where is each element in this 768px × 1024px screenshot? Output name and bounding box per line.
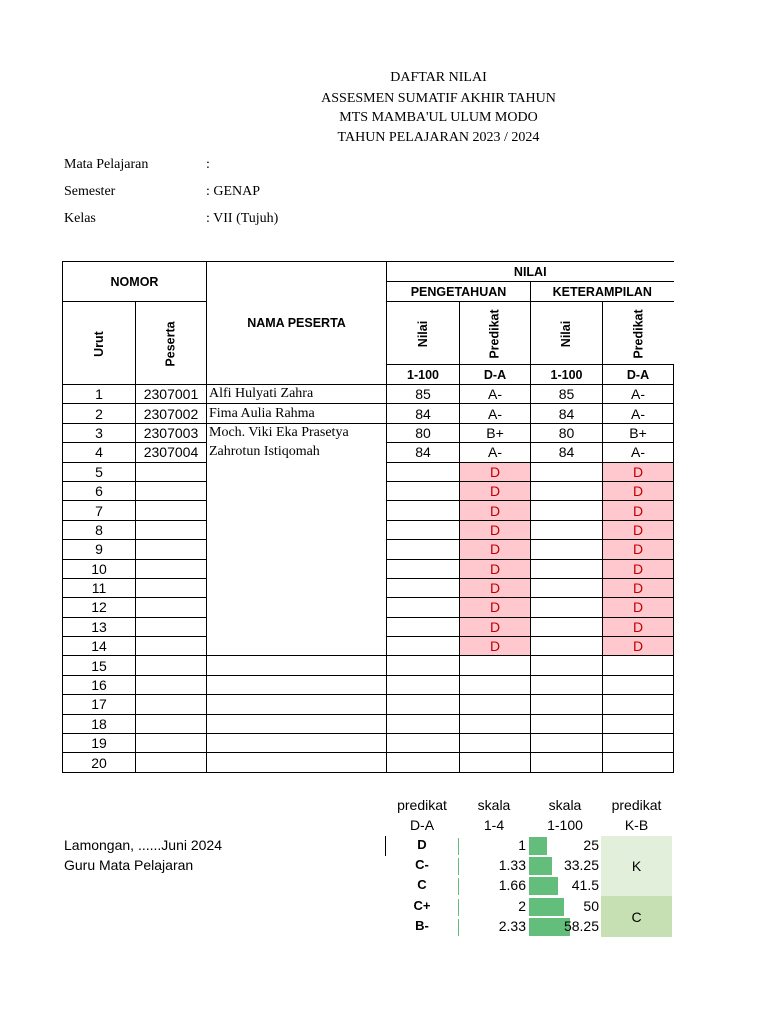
cell-nilai-keterampilan xyxy=(531,637,603,656)
cell-nilai-pengetahuan xyxy=(387,481,460,500)
legend-scale-tick xyxy=(458,878,459,895)
cell-urut: 5 xyxy=(63,462,136,481)
semester-value: : GENAP xyxy=(206,184,261,199)
cell-predikat-pengetahuan: D xyxy=(460,540,531,559)
cell-nama xyxy=(207,598,387,617)
legend-scale-tick xyxy=(458,838,459,855)
cell-predikat-keterampilan: A- xyxy=(603,404,674,423)
cell-predikat-keterampilan xyxy=(603,695,674,714)
cell-predikat-keterampilan: D xyxy=(603,598,674,617)
legend-header-predikat-kb-sub: K-B xyxy=(624,817,649,833)
cell-nilai-keterampilan xyxy=(531,598,603,617)
cell-predikat-keterampilan xyxy=(603,714,674,733)
cell-predikat-pengetahuan xyxy=(460,734,531,753)
cell-peserta xyxy=(136,695,207,714)
cell-urut: 8 xyxy=(63,520,136,539)
cell-nilai-pengetahuan xyxy=(387,734,460,753)
cell-urut: 19 xyxy=(63,734,136,753)
table-row xyxy=(63,714,674,733)
legend-header-skala100-sub: 1-100 xyxy=(547,817,583,833)
cell-nilai-keterampilan xyxy=(531,656,603,675)
cell-nilai-keterampilan xyxy=(531,695,603,714)
cell-nilai-keterampilan: 80 xyxy=(531,423,603,442)
legend-skala4: 1 xyxy=(518,837,526,853)
table-row xyxy=(63,637,674,656)
title-line-3: MTS MAMBA'UL ULUM MODO xyxy=(339,110,538,125)
signature-place-date: Lamongan, ......Juni 2024 xyxy=(64,837,222,853)
cell-nilai-keterampilan xyxy=(531,462,603,481)
cell-nilai-pengetahuan xyxy=(387,753,460,772)
range-nilai-pengetahuan: 1-100 xyxy=(387,365,460,385)
cell-peserta xyxy=(136,578,207,597)
cell-predikat-keterampilan: D xyxy=(603,481,674,500)
cell-nilai-keterampilan xyxy=(531,617,603,636)
cell-nilai-keterampilan xyxy=(531,481,603,500)
cell-predikat-pengetahuan xyxy=(460,656,531,675)
cell-nilai-keterampilan xyxy=(531,675,603,694)
cell-nilai-keterampilan xyxy=(531,734,603,753)
cell-nama xyxy=(207,617,387,636)
table-row xyxy=(63,656,674,675)
legend-skala4: 2.33 xyxy=(498,918,526,934)
range-predikat-pengetahuan: D-A xyxy=(460,365,531,385)
cell-nama xyxy=(207,520,387,539)
cell-nama: Zahrotun Istiqomah xyxy=(207,443,387,462)
cell-nilai-keterampilan xyxy=(531,559,603,578)
cell-urut: 1 xyxy=(63,385,136,404)
cell-nilai-keterampilan xyxy=(531,753,603,772)
cell-predikat-pengetahuan: D xyxy=(460,578,531,597)
table-row xyxy=(63,423,674,442)
cell-predikat-keterampilan: A- xyxy=(603,385,674,404)
cell-nilai-keterampilan: 85 xyxy=(531,385,603,404)
cell-predikat-pengetahuan xyxy=(460,753,531,772)
cell-nama xyxy=(207,559,387,578)
cell-peserta xyxy=(136,617,207,636)
table-row xyxy=(63,501,674,520)
cell-urut: 20 xyxy=(63,753,136,772)
legend-header-predikat-kb: predikat xyxy=(611,797,662,813)
legend-skala100: 41.5 xyxy=(571,877,599,893)
cell-predikat-pengetahuan: A- xyxy=(460,443,531,462)
cell-urut: 18 xyxy=(63,714,136,733)
kelas-value: : VII (Tujuh) xyxy=(206,211,279,226)
legend-header-predikat: predikat xyxy=(397,797,447,813)
header-pengetahuan: PENGETAHUAN xyxy=(387,282,531,302)
cell-predikat-pengetahuan: A- xyxy=(460,404,531,423)
cell-nilai-keterampilan xyxy=(531,501,603,520)
cell-nama xyxy=(207,695,387,714)
legend-header-skala100: skala xyxy=(548,797,582,813)
table-row xyxy=(63,617,674,636)
cell-nama xyxy=(207,675,387,694)
cell-peserta xyxy=(136,501,207,520)
legend-scale-tick xyxy=(458,858,459,875)
cell-urut: 17 xyxy=(63,695,136,714)
cell-nama xyxy=(207,714,387,733)
legend-skala100: 33.25 xyxy=(563,857,599,873)
cell-nilai-pengetahuan xyxy=(387,462,460,481)
cell-nilai-keterampilan: 84 xyxy=(531,443,603,462)
cell-peserta xyxy=(136,559,207,578)
cell-peserta xyxy=(136,714,207,733)
cell-nilai-keterampilan xyxy=(531,540,603,559)
header-keterampilan: KETERAMPILAN xyxy=(531,282,674,302)
header-predikat-pengetahuan: Predikat xyxy=(460,302,531,365)
grade-table xyxy=(62,261,674,773)
semester-label: Semester xyxy=(64,184,116,199)
cell-nilai-pengetahuan xyxy=(387,540,460,559)
cell-predikat-pengetahuan xyxy=(460,714,531,733)
signature-role: Guru Mata Pelajaran xyxy=(64,857,194,873)
legend-kb-c: C xyxy=(601,896,672,937)
header-nilai: NILAI xyxy=(387,262,674,282)
cell-peserta: 2307004 xyxy=(136,443,207,462)
cell-urut: 15 xyxy=(63,656,136,675)
cell-predikat-keterampilan xyxy=(603,753,674,772)
cell-urut: 3 xyxy=(63,423,136,442)
cell-predikat-pengetahuan: D xyxy=(460,501,531,520)
cell-nilai-pengetahuan: 85 xyxy=(387,385,460,404)
cell-nilai-keterampilan xyxy=(531,578,603,597)
table-row xyxy=(63,443,674,462)
cell-urut: 11 xyxy=(63,578,136,597)
cell-nilai-pengetahuan xyxy=(387,559,460,578)
cell-nilai-pengetahuan xyxy=(387,598,460,617)
cell-nilai-keterampilan: 84 xyxy=(531,404,603,423)
cell-nama xyxy=(207,540,387,559)
cell-nilai-keterampilan xyxy=(531,714,603,733)
table-row xyxy=(63,734,674,753)
cell-peserta xyxy=(136,520,207,539)
legend-header-predikat-sub: D-A xyxy=(409,817,435,833)
cell-nilai-pengetahuan xyxy=(387,675,460,694)
cell-urut: 16 xyxy=(63,675,136,694)
cell-nilai-pengetahuan xyxy=(387,578,460,597)
cell-nilai-pengetahuan xyxy=(387,695,460,714)
cell-peserta: 2307003 xyxy=(136,423,207,442)
header-nomor: NOMOR xyxy=(63,262,207,302)
cell-nama xyxy=(207,578,387,597)
cell-nama xyxy=(207,481,387,500)
table-row xyxy=(63,462,674,481)
title-line-4: TAHUN PELAJARAN 2023 / 2024 xyxy=(337,130,540,145)
cell-predikat-keterampilan: D xyxy=(603,540,674,559)
cell-predikat-keterampilan: D xyxy=(603,559,674,578)
legend-predikat: B- xyxy=(415,918,429,933)
cell-peserta: 2307002 xyxy=(136,404,207,423)
cell-peserta xyxy=(136,598,207,617)
header-urut: Urut xyxy=(63,302,136,385)
cell-predikat-pengetahuan: D xyxy=(460,520,531,539)
table-row xyxy=(63,481,674,500)
cell-urut: 12 xyxy=(63,598,136,617)
cell-predikat-pengetahuan: B+ xyxy=(460,423,531,442)
cell-predikat-keterampilan: D xyxy=(603,520,674,539)
cell-predikat-keterampilan: B+ xyxy=(603,423,674,442)
cell-nilai-pengetahuan xyxy=(387,656,460,675)
cell-urut: 7 xyxy=(63,501,136,520)
kelas-label: Kelas xyxy=(64,211,96,226)
cell-peserta xyxy=(136,540,207,559)
legend-kb-k: K xyxy=(601,836,672,896)
mapel-label: Mata Pelajaran xyxy=(64,157,149,172)
cell-peserta xyxy=(136,656,207,675)
cell-predikat-keterampilan xyxy=(603,656,674,675)
cell-predikat-pengetahuan: D xyxy=(460,481,531,500)
cell-nilai-pengetahuan xyxy=(387,617,460,636)
cell-peserta: 2307001 xyxy=(136,385,207,404)
cell-urut: 2 xyxy=(63,404,136,423)
cell-peserta xyxy=(136,481,207,500)
legend-predikat: C+ xyxy=(413,898,431,913)
legend-predikat: C xyxy=(417,877,427,892)
header-nilai-keterampilan: Nilai xyxy=(531,302,603,365)
header-nama-peserta: NAMA PESERTA xyxy=(207,262,387,385)
cell-urut: 10 xyxy=(63,559,136,578)
cell-predikat-pengetahuan: D xyxy=(460,637,531,656)
cell-nilai-pengetahuan: 84 xyxy=(387,443,460,462)
table-row xyxy=(63,578,674,597)
cell-predikat-pengetahuan: D xyxy=(460,598,531,617)
cell-nama xyxy=(207,637,387,656)
cell-nama xyxy=(207,501,387,520)
cell-predikat-keterampilan: D xyxy=(603,462,674,481)
legend-predikat: D xyxy=(417,837,427,852)
cell-predikat-keterampilan: D xyxy=(603,617,674,636)
legend-header-skala4: skala xyxy=(477,797,511,813)
cell-nama xyxy=(207,462,387,481)
header-predikat-keterampilan: Predikat xyxy=(603,302,674,365)
cell-urut: 4 xyxy=(63,443,136,462)
cell-nama: Alfi Hulyati Zahra xyxy=(207,385,387,404)
table-row xyxy=(63,598,674,617)
cell-predikat-pengetahuan: D xyxy=(460,462,531,481)
legend-header-skala4-sub: 1-4 xyxy=(483,817,505,833)
cell-nilai-pengetahuan xyxy=(387,501,460,520)
table-row xyxy=(63,404,674,423)
cell-nama: Fima Aulia Rahma xyxy=(207,404,387,423)
legend-divider xyxy=(385,836,386,856)
cell-urut: 13 xyxy=(63,617,136,636)
title-line-1: DAFTAR NILAI xyxy=(390,70,487,85)
cell-peserta xyxy=(136,675,207,694)
cell-predikat-keterampilan: D xyxy=(603,501,674,520)
mapel-value: : xyxy=(206,157,210,172)
cell-urut: 9 xyxy=(63,540,136,559)
cell-predikat-pengetahuan: D xyxy=(460,559,531,578)
cell-predikat-keterampilan xyxy=(603,734,674,753)
cell-peserta xyxy=(136,637,207,656)
legend-predikat: C- xyxy=(415,857,429,872)
cell-nama: Moch. Viki Eka Prasetya xyxy=(207,423,387,442)
cell-nilai-pengetahuan: 80 xyxy=(387,423,460,442)
cell-predikat-keterampilan xyxy=(603,675,674,694)
cell-nama xyxy=(207,753,387,772)
table-row xyxy=(63,559,674,578)
table-row xyxy=(63,695,674,714)
title-line-2: ASSESMEN SUMATIF AKHIR TAHUN xyxy=(321,91,556,106)
cell-nilai-keterampilan xyxy=(531,520,603,539)
cell-predikat-pengetahuan xyxy=(460,675,531,694)
cell-nilai-pengetahuan xyxy=(387,637,460,656)
cell-urut: 14 xyxy=(63,637,136,656)
table-row xyxy=(63,753,674,772)
header-nilai-pengetahuan: Nilai xyxy=(387,302,460,365)
header-peserta: Peserta xyxy=(136,302,207,385)
legend-skala4: 1.33 xyxy=(498,857,526,873)
cell-peserta xyxy=(136,462,207,481)
cell-predikat-pengetahuan xyxy=(460,695,531,714)
table-row xyxy=(63,675,674,694)
legend-skala100: 58.25 xyxy=(563,918,599,934)
cell-predikat-keterampilan: D xyxy=(603,637,674,656)
cell-predikat-pengetahuan: A- xyxy=(460,385,531,404)
cell-predikat-keterampilan: D xyxy=(603,578,674,597)
table-row xyxy=(63,385,674,404)
cell-peserta xyxy=(136,734,207,753)
cell-predikat-pengetahuan: D xyxy=(460,617,531,636)
cell-nama xyxy=(207,734,387,753)
table-row xyxy=(63,520,674,539)
cell-nilai-pengetahuan xyxy=(387,714,460,733)
legend-scale-tick xyxy=(458,899,459,916)
cell-nama xyxy=(207,656,387,675)
legend-scale-tick xyxy=(458,919,459,936)
table-row xyxy=(63,540,674,559)
legend-skala4: 1.66 xyxy=(498,877,526,893)
cell-peserta xyxy=(136,753,207,772)
cell-predikat-keterampilan: A- xyxy=(603,443,674,462)
cell-urut: 6 xyxy=(63,481,136,500)
cell-nilai-pengetahuan: 84 xyxy=(387,404,460,423)
legend-skala100: 25 xyxy=(583,837,599,853)
legend-skala4: 2 xyxy=(518,898,526,914)
cell-nilai-pengetahuan xyxy=(387,520,460,539)
range-nilai-keterampilan: 1-100 xyxy=(531,365,603,385)
range-predikat-keterampilan: D-A xyxy=(603,365,674,385)
legend-skala100: 50 xyxy=(583,898,599,914)
